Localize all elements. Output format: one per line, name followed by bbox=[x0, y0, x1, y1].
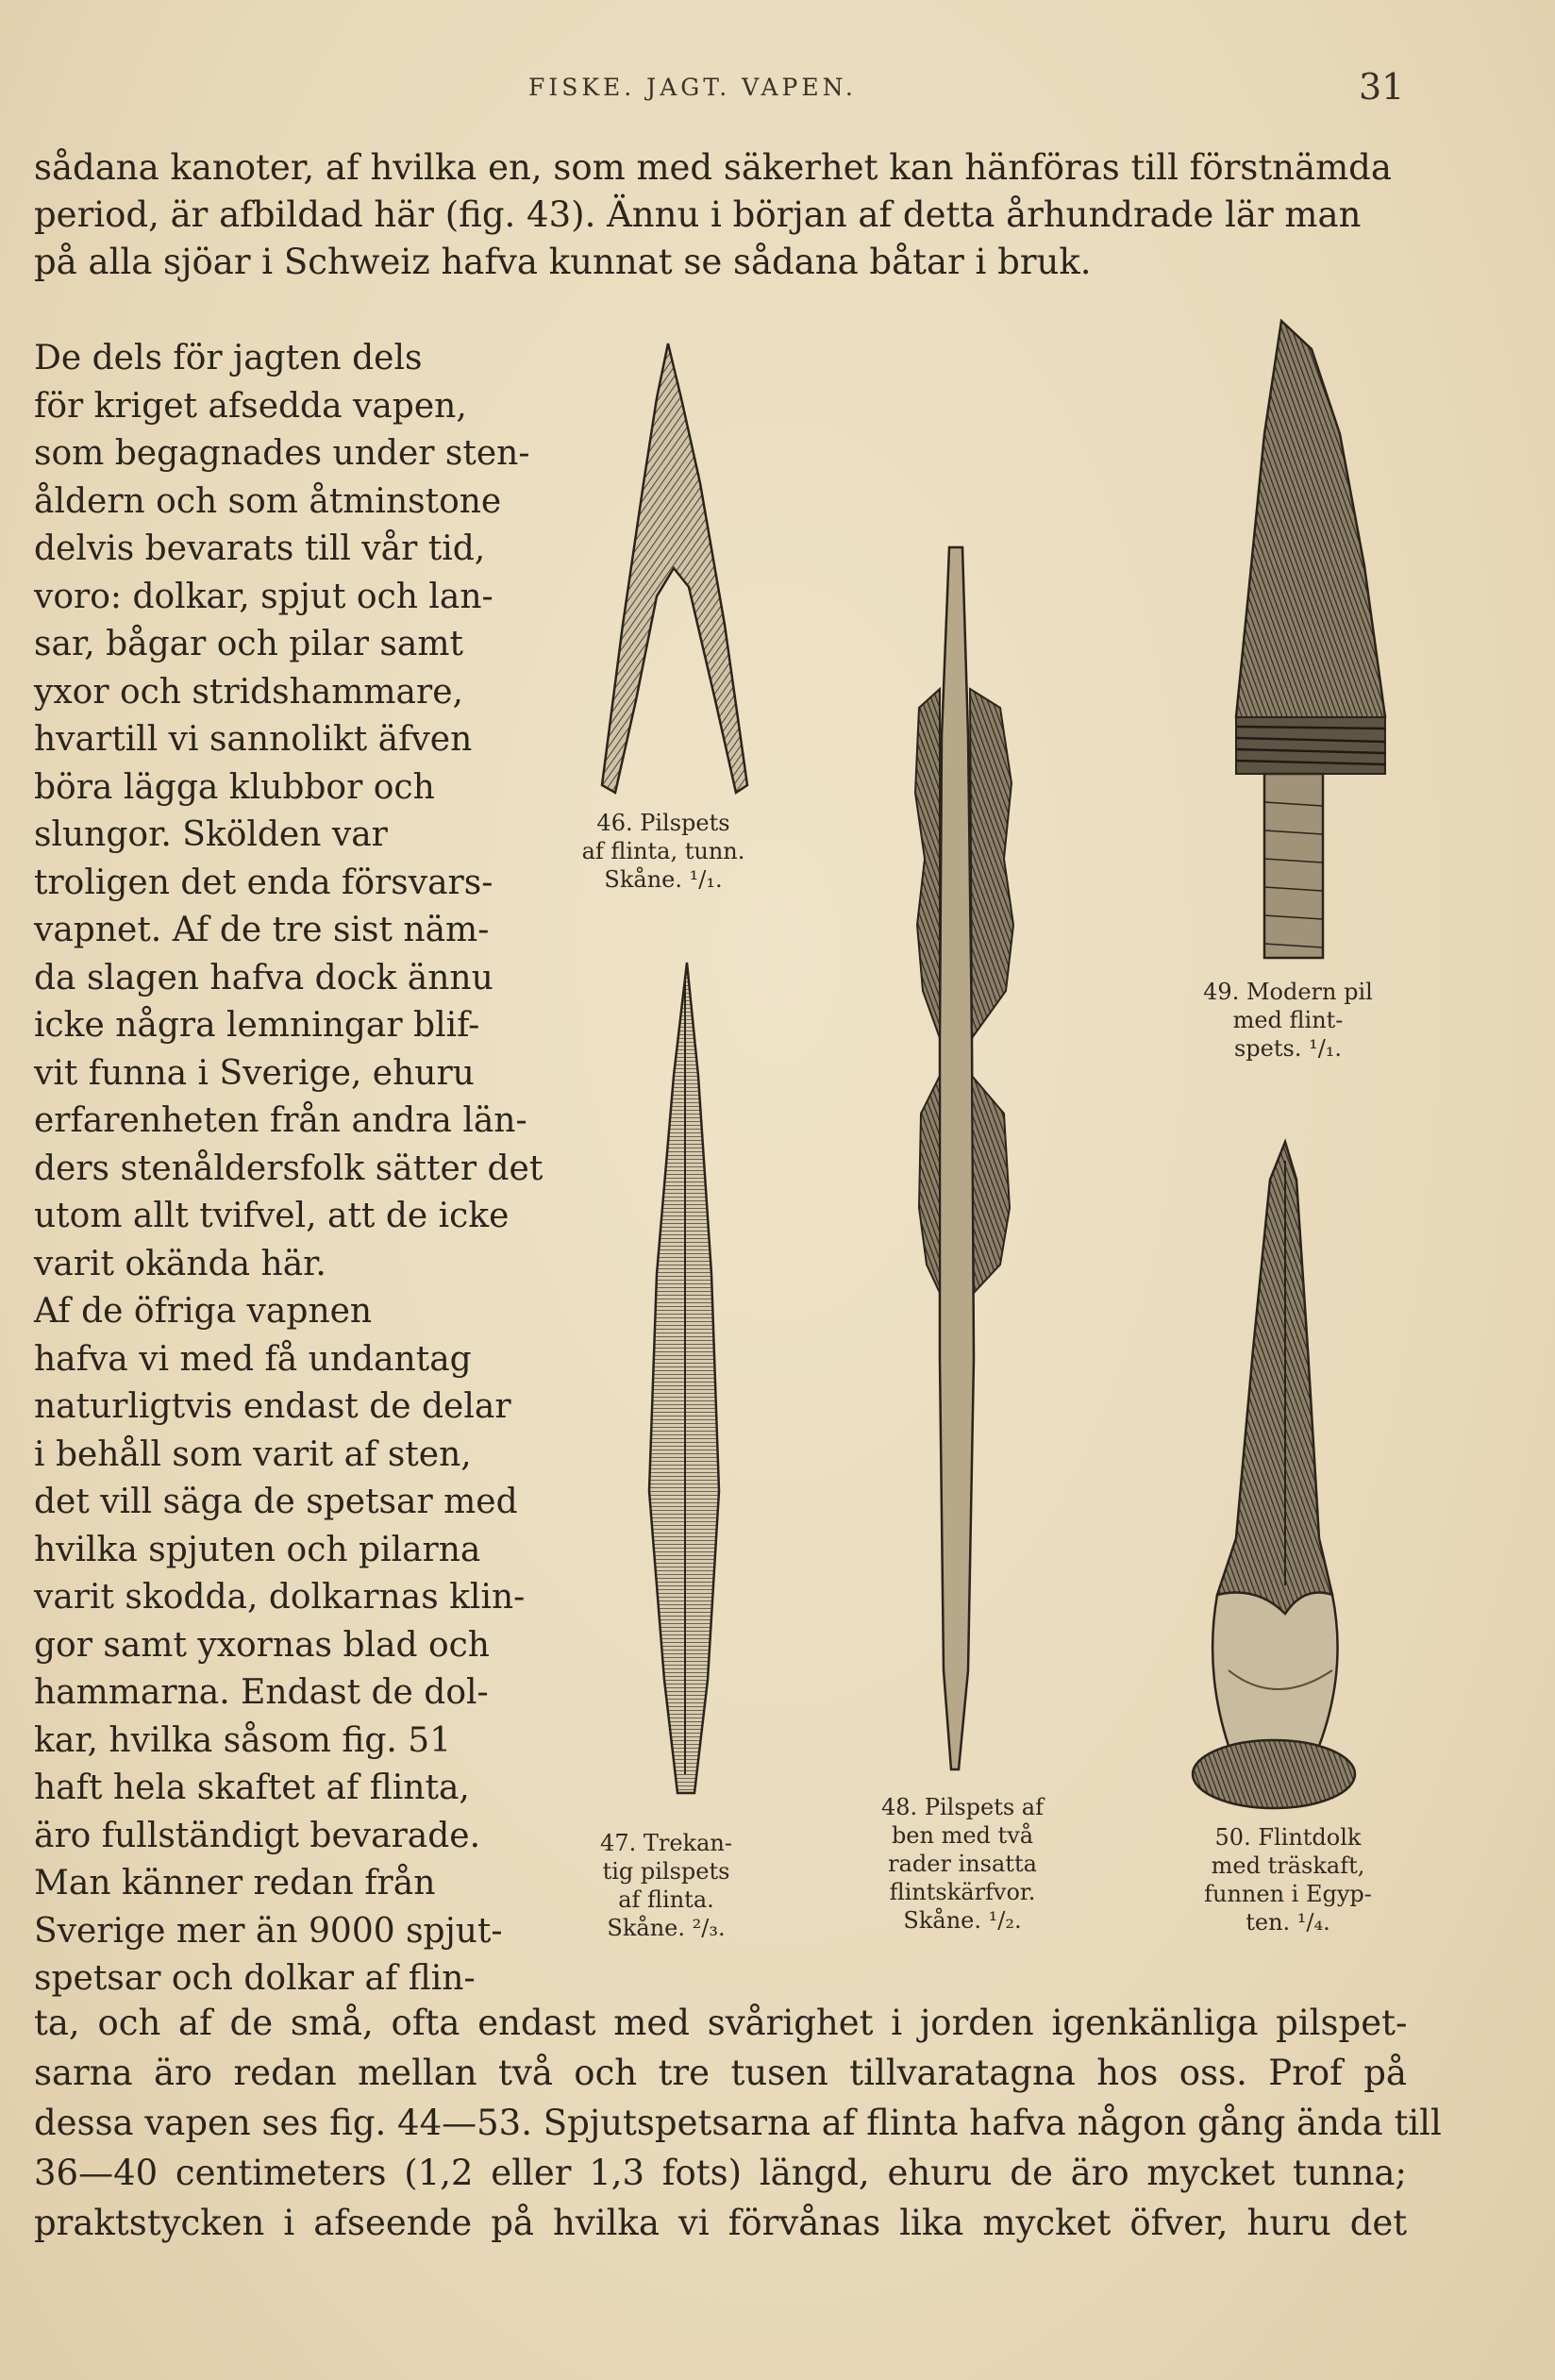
column-text-line: sar, bågar och pilar samt bbox=[34, 625, 463, 663]
column-text-line: hvilka spjuten och pilarna bbox=[34, 1530, 481, 1569]
column-text-line: som begagnades under sten- bbox=[34, 434, 530, 473]
column-text-line: för kriget afsedda vapen, bbox=[34, 386, 467, 426]
figure-48-caption bbox=[835, 1793, 1090, 1935]
caption-line: Skåne. ¹/₁. bbox=[604, 866, 723, 893]
caption-line: af flinta. bbox=[618, 1886, 714, 1913]
column-text-line: slungor. Skölden var bbox=[34, 815, 388, 854]
caption-line: tig pilspets bbox=[602, 1858, 730, 1885]
body-text-line: 36—40 centimeters (1,2 eller 1,3 fots) längd, ehuru de äro mycket tunna; bbox=[34, 2153, 1407, 2193]
column-text-line: delvis bevarats till vår tid, bbox=[34, 529, 486, 568]
column-text-line: haft hela skaftet af flinta, bbox=[34, 1768, 470, 1807]
body-text-line: ta, och af de små, ofta endast med svårighet i jorden igenkänliga pilspet- bbox=[34, 2003, 1408, 2043]
column-text-line: vapnet. Af de tre sist näm- bbox=[34, 911, 490, 949]
figure-49-arrow bbox=[1208, 321, 1415, 963]
column-text-line: Sverige mer än 9000 spjut- bbox=[34, 1911, 503, 1951]
column-text-line: åldern och som åtminstone bbox=[34, 481, 502, 521]
column-text-line: utom allt tvifvel, att de icke bbox=[34, 1197, 510, 1235]
body-text-line: praktstycken i afseende på hvilka vi förvånas lika mycket öfver, huru det bbox=[34, 2203, 1408, 2243]
column-text-line: De dels för jagten dels bbox=[34, 339, 423, 377]
column-text-line: spetsar och dolkar af flin- bbox=[34, 1959, 476, 1998]
caption-line: Skåne. ²/₃. bbox=[607, 1915, 726, 1941]
column-text-line: erfarenheten från andra län- bbox=[34, 1101, 527, 1140]
column-text-line: hvartill vi sannolikt äfven bbox=[34, 720, 473, 759]
caption-line: 50. Flintdolk bbox=[1214, 1824, 1362, 1851]
column-text-line: hammarna. Endast de dol- bbox=[34, 1673, 489, 1712]
figure-49-caption bbox=[1165, 978, 1411, 1063]
column-text-line: voro: dolkar, spjut och lan- bbox=[34, 577, 493, 616]
caption-line: 47. Trekan- bbox=[600, 1830, 732, 1856]
column-text-line: yxor och stridshammare, bbox=[34, 672, 463, 712]
column-text-line: varit okända här. bbox=[34, 1244, 326, 1283]
column-text-line: äro fullständigt bevarade. bbox=[34, 1816, 481, 1855]
column-text-line: varit skodda, dolkarnas klin- bbox=[34, 1578, 526, 1617]
column-text-line: naturligtvis endast de delar bbox=[34, 1387, 511, 1426]
figure-48-arrowhead bbox=[906, 547, 1038, 1774]
caption-line: 48. Pilspets af bbox=[881, 1794, 1044, 1820]
column-text-line: Af de öfriga vapnen bbox=[34, 1292, 373, 1331]
caption-line: spets. ¹/₁. bbox=[1233, 1035, 1343, 1062]
column-text-line: böra lägga klubbor och bbox=[34, 767, 435, 807]
column-text-line: da slagen hafva dock ännu bbox=[34, 958, 493, 997]
body-text-line: dessa vapen ses fig. 44—53. Spjutspetsarna af flinta hafva någon gång ända till bbox=[34, 2103, 1442, 2143]
figure-46-caption bbox=[555, 809, 772, 894]
column-text-line: kar, hvilka såsom fig. 51 bbox=[34, 1720, 452, 1760]
column-text-line: troligen det enda försvars- bbox=[34, 863, 493, 902]
column-text-line: icke några lemningar blif- bbox=[34, 1006, 480, 1045]
column-text-line: i behåll som varit af sten, bbox=[34, 1434, 472, 1474]
column-text-line: gor samt yxornas blad och bbox=[34, 1625, 490, 1665]
caption-line: flintskärfvor. bbox=[889, 1879, 1036, 1905]
caption-line: 46. Pilspets bbox=[596, 810, 730, 836]
caption-line: 49. Modern pil bbox=[1203, 979, 1373, 1005]
figure-47-arrowhead bbox=[632, 963, 736, 1802]
column-text-line: hafva vi med få undantag bbox=[34, 1339, 472, 1379]
column-text-line: det vill säga de spetsar med bbox=[34, 1483, 518, 1521]
figure-50-dagger bbox=[1191, 1142, 1361, 1812]
figure-50-caption bbox=[1161, 1823, 1415, 1936]
page-number: 31 bbox=[1359, 66, 1405, 108]
caption-line: med flint- bbox=[1232, 1007, 1344, 1033]
caption-line: ten. ¹/₄. bbox=[1246, 1909, 1330, 1936]
running-head: FISKE. JAGT. VAPEN. bbox=[528, 74, 857, 101]
figure-46-arrowhead bbox=[594, 342, 764, 795]
figure-47-caption bbox=[572, 1829, 761, 1942]
column-text-line: vit funna i Sverige, ehuru bbox=[34, 1053, 475, 1093]
intro-paragraph: sådana kanoter, af hvilka en, som med säkerhet kan hänföras till förstnämda period, är afbildad här (fig. 43). Ännu i början af detta århundrade lär man på alla sjöar i Schweiz hafva kunnat se sådana båtar i bruk. bbox=[34, 147, 1392, 282]
column-text-line: ders stenåldersfolk sätter det bbox=[34, 1148, 543, 1188]
caption-line: af flinta, tunn. bbox=[581, 838, 745, 864]
caption-line: ben med två bbox=[891, 1822, 1034, 1849]
caption-line: funnen i Egyp- bbox=[1204, 1881, 1372, 1907]
caption-line: rader insatta bbox=[888, 1851, 1037, 1877]
column-text-line: Man känner redan från bbox=[34, 1864, 436, 1902]
body-text-line: sarna äro redan mellan två och tre tusen tillvaratagna hos oss. Prof på bbox=[34, 2053, 1407, 2093]
caption-line: med träskaft, bbox=[1211, 1852, 1365, 1879]
caption-line: Skåne. ¹/₂. bbox=[903, 1907, 1022, 1934]
